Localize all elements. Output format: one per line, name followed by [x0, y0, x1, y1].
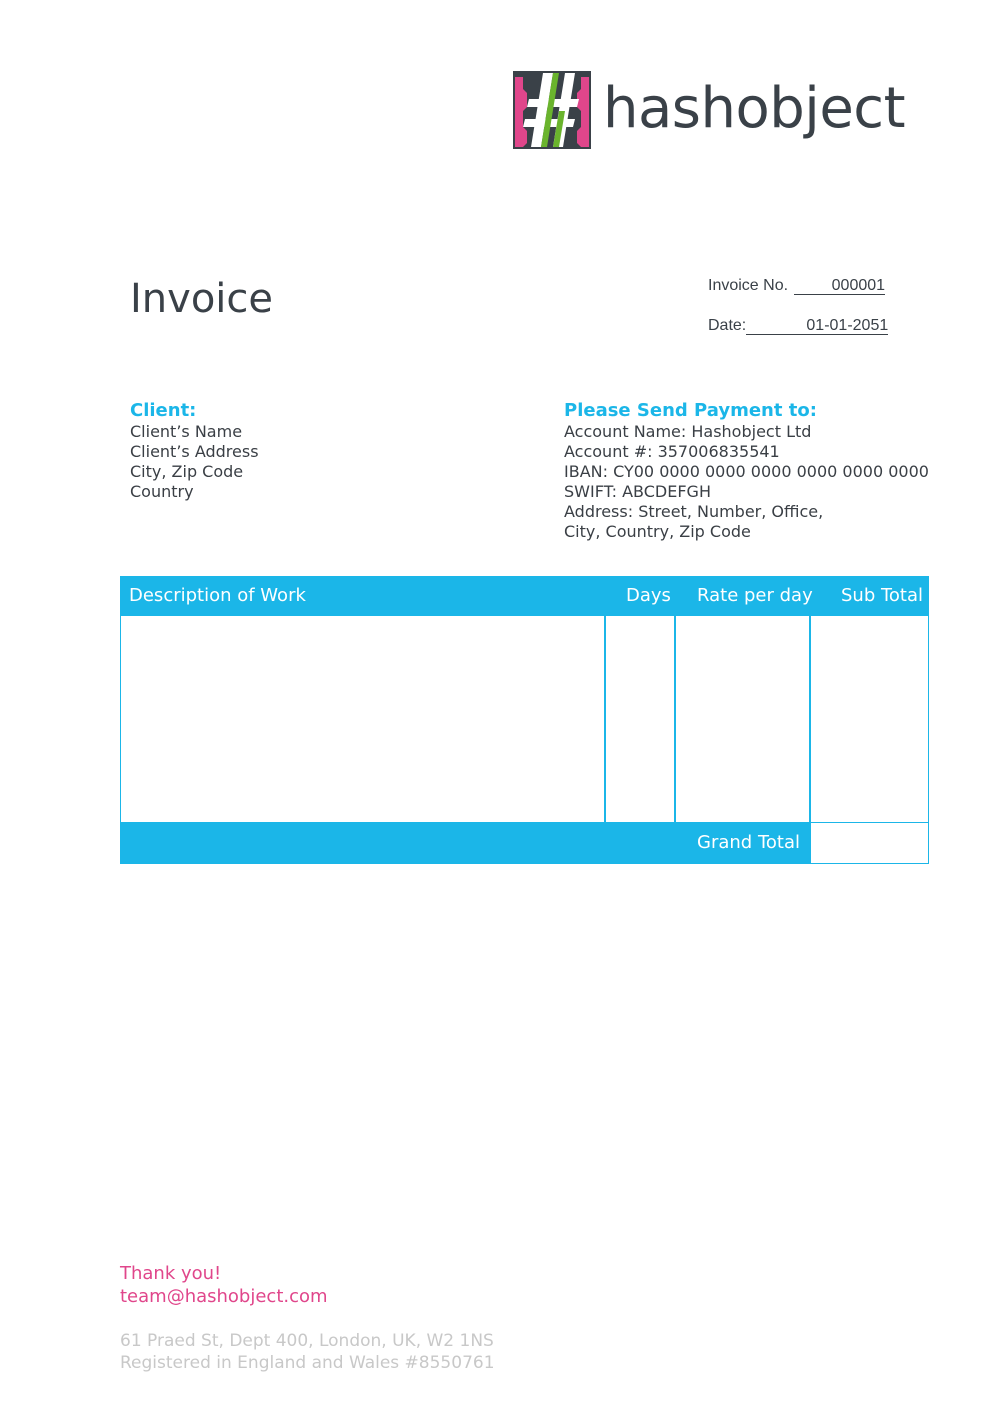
- company-logo: [513, 71, 906, 149]
- table-header: [120, 576, 929, 616]
- invoice-number-label: Invoice No.: [708, 277, 789, 294]
- client-line: Country: [130, 482, 194, 501]
- client-line: City, Zip Code: [130, 462, 244, 481]
- client-heading: Client:: [130, 400, 197, 421]
- table-footer: [120, 822, 810, 864]
- payment-line: SWIFT: ABCDEFGH: [564, 482, 711, 501]
- invoice-number-value: 000001: [794, 277, 885, 295]
- hash-logo-icon: [513, 71, 591, 149]
- client-line: Client’s Name: [130, 422, 243, 441]
- payment-line: Account #: 357006835541: [564, 442, 780, 461]
- invoice-number-row: [708, 277, 885, 295]
- column-divider: [674, 616, 676, 822]
- company-address: 61 Praed St, Dept 400, London, UK, W2 1NS: [120, 1331, 494, 1351]
- payment-line: Account Name: Hashobject Ltd: [564, 422, 812, 441]
- payment-line: IBAN: CY00 0000 0000 0000 0000 0000 0000: [564, 462, 929, 481]
- invoice-date-label: Date:: [708, 317, 747, 334]
- payment-heading: Please Send Payment to:: [564, 400, 817, 421]
- company-registration: Registered in England and Wales #8550761: [120, 1353, 495, 1373]
- column-divider: [604, 616, 606, 822]
- payment-block: [564, 400, 929, 542]
- client-line: Client’s Address: [130, 442, 259, 461]
- payment-line: City, Country, Zip Code: [564, 522, 751, 541]
- header-rate: Rate per day: [697, 585, 813, 606]
- grand-total-value: [810, 822, 929, 864]
- invoice-date-row: [708, 317, 888, 335]
- thank-you-text: Thank you!: [120, 1263, 222, 1284]
- client-block: [130, 400, 259, 502]
- table-body: [120, 616, 929, 822]
- work-table: [120, 576, 928, 864]
- footer-address: [120, 1330, 495, 1374]
- footer-contact: [120, 1262, 328, 1308]
- header-description: Description of Work: [129, 585, 306, 606]
- header-days: Days: [626, 585, 671, 606]
- page-title: Invoice: [130, 276, 274, 322]
- contact-email-link[interactable]: team@hashobject.com: [120, 1286, 328, 1307]
- payment-line: Address: Street, Number, Office,: [564, 502, 824, 521]
- column-divider: [809, 616, 811, 822]
- header-subtotal: Sub Total: [841, 585, 924, 606]
- invoice-date-value: 01-01-2051: [746, 317, 888, 335]
- company-name: hashobject: [603, 76, 906, 141]
- grand-total-label: Grand Total: [697, 832, 800, 853]
